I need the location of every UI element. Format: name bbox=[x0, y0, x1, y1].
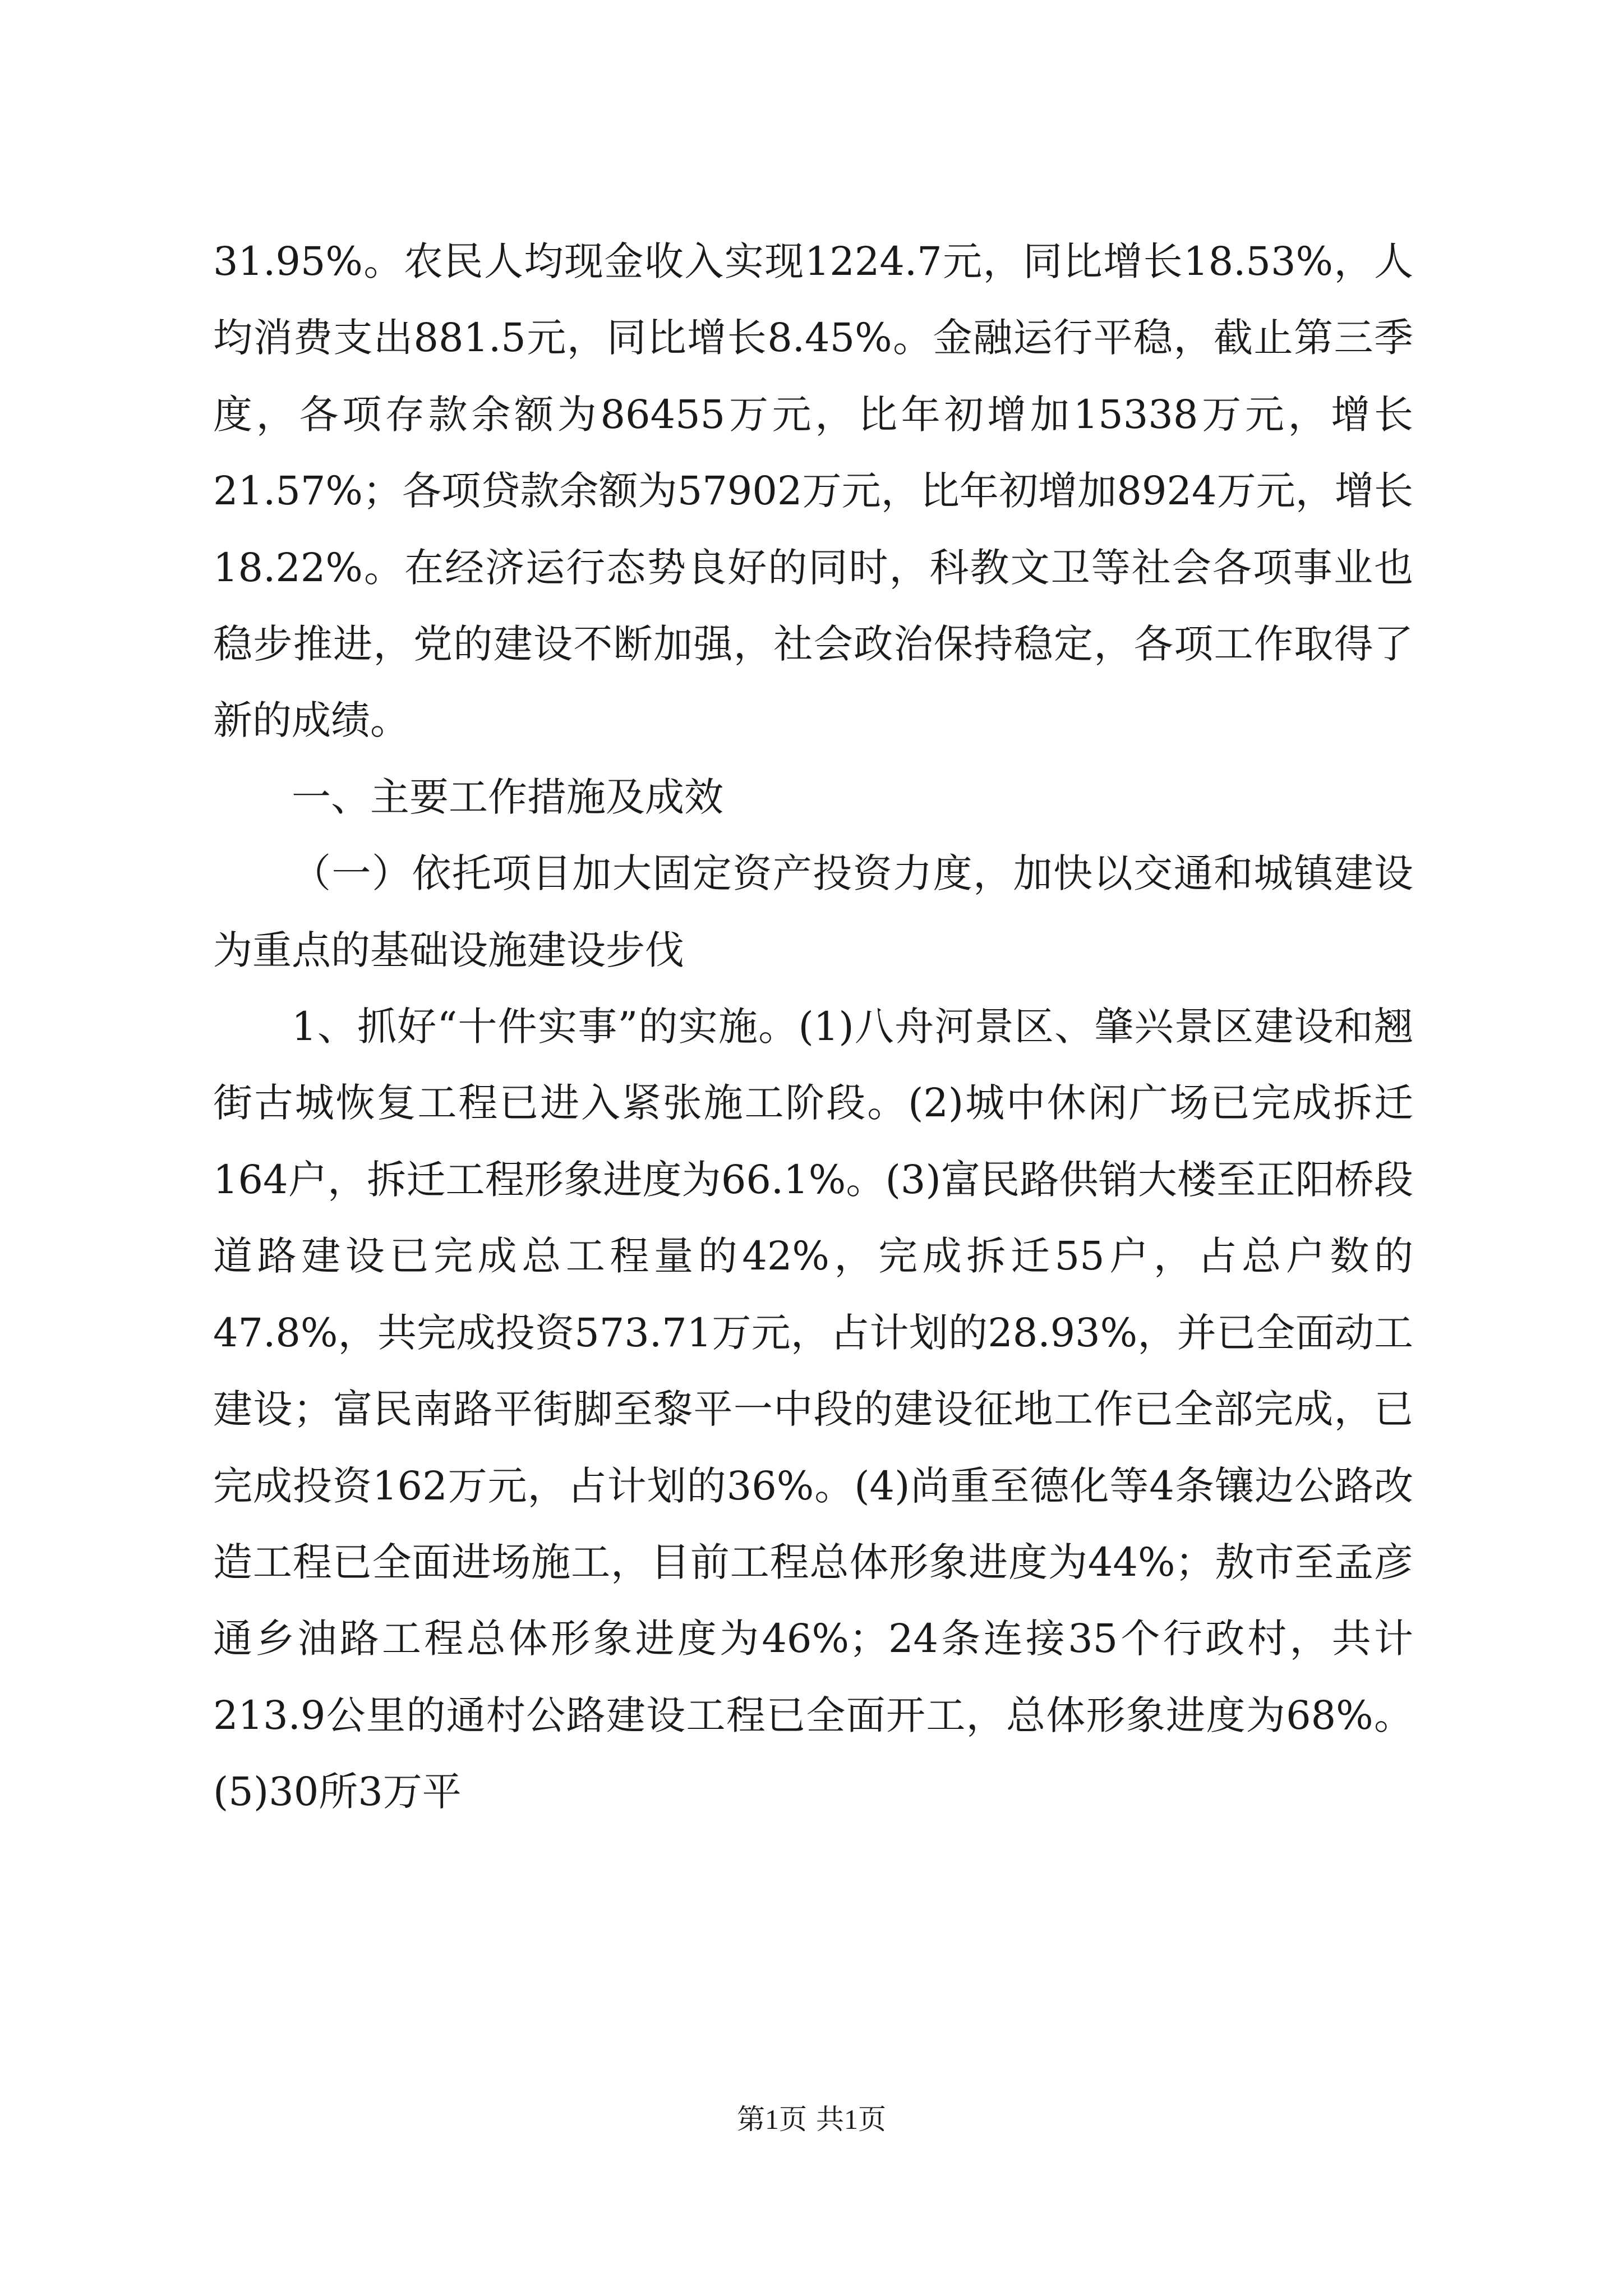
subsection-heading: （一）依托项目加大固定资产投资力度，加快以交通和城镇建设为重点的基础设施建设步伐 bbox=[213, 850, 1413, 973]
page-number: 1 bbox=[765, 2104, 780, 2135]
body-paragraph: 1、抓好“十件实事”的实施。(1)八舟河景区、肇兴景区建设和翘街古城恢复工程已进入紧张施工阶段。(2)城中休闲广场已完成拆迁164户，拆迁工程形象进度为66.1%。(3)富民路供销大楼至正阳桥段道路建设已完成总工程量的42%，完成拆迁55户，占总户数的47.8%，共完成投资573.71万元，占计划的28.93%，并已全面动工建设；富民南路平街脚至黎平一中段的建设征地工作已全部完成，已完成投资162万元，占计划的36%。(4)尚重至德化等4条镶边公路改造工程已全面进场施工，目前工程总体形象进度为44%；敖市至孟彦通乡油路工程总体形象进度为46%；24条连接35个行政村，共计213.9公里的通村公路建设工程已全面开工，总体形象进度为68%。(5)30所3万平 bbox=[213, 1004, 1413, 1815]
footer-prefix: 第 bbox=[737, 2103, 766, 2136]
document-body bbox=[213, 223, 1413, 1830]
footer-middle: 页 共 bbox=[779, 2103, 844, 2136]
body-paragraph: 31.95%。农民人均现金收入实现1224.7元，同比增长18.53%，人均消费支出881.5元，同比增长8.45%。金融运行平稳，截止第三季度，各项存款余额为86455万元，比年初增加15338万元，增长21.57%；各项贷款余额为57902万元，比年初增加8924万元，增长18.22%。在经济运行态势良好的同时，科教文卫等社会各项事业也稳步推进，党的建设不断加强，社会政治保持稳定，各项工作取得了新的成绩。 bbox=[213, 238, 1413, 744]
total-pages: 1 bbox=[843, 2104, 858, 2135]
page-footer bbox=[0, 2102, 1623, 2136]
footer-suffix: 页 bbox=[857, 2103, 886, 2136]
section-heading: 一、主要工作措施及成效 bbox=[292, 774, 723, 820]
